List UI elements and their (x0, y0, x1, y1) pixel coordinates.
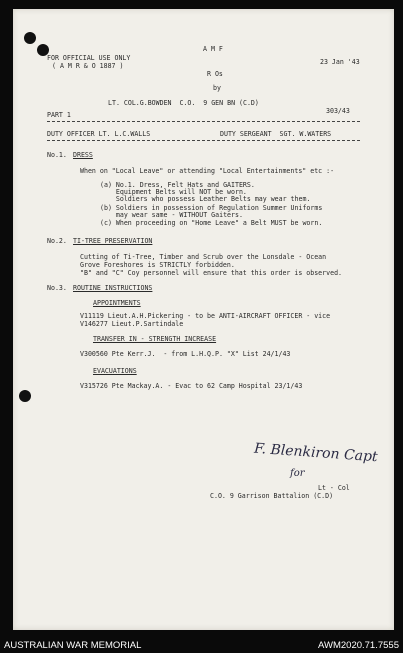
section-line: (b) Soldiers in possession of Regulation Summer Uniforms (100, 204, 323, 212)
section-line: Cutting of Ti-Tree, Timber and Scrub over the Lonsdale - Ocean (80, 253, 327, 261)
header-amf: A M F (203, 45, 223, 53)
section-line: "B" and "C" Coy personnel will ensure that this order is observed. (80, 269, 343, 277)
section-heading: TI-TREE PRESERVATION (73, 237, 153, 245)
signatory-unit: C.O. 9 Garrison Battalion (C.D) (210, 492, 334, 500)
date: 23 Jan '43 (320, 58, 360, 66)
section-line: (a) No.1. Dress, Felt Hats and GAITERS. (100, 181, 255, 189)
section-line: V11119 Lieut.A.H.Pickering - to be ANTI-AIRCRAFT OFFICER - vice (80, 312, 331, 320)
section-heading: ROUTINE INSTRUCTIONS (73, 284, 153, 292)
section-line: V300560 Pte Kerr.J. - from L.H.Q.P. "X" List 24/1/43 (80, 350, 291, 358)
section-number: No.3. (47, 284, 67, 292)
by-label: by (213, 84, 221, 92)
handwritten-signature: F. Blenkiron Capt (253, 440, 379, 466)
section-line: V146277 Lieut.P.Sartindale (80, 320, 184, 328)
section-line: V315726 Pte Mackay.A. - Evac to 62 Camp Hospital 23/1/43 (80, 382, 303, 390)
subsection-heading: APPOINTMENTS (93, 299, 141, 307)
duty-officer: DUTY OFFICER LT. L.C.WALLS (47, 130, 151, 138)
routine-orders-label: R Os (207, 70, 223, 78)
footer-institution: AUSTRALIAN WAR MEMORIAL (4, 640, 142, 651)
part-label: PART 1 (47, 111, 71, 119)
section-line: When on "Local Leave" or attending "Local Entertainments" etc :- (80, 167, 335, 175)
section-line: (c) When proceeding on "Home Leave" a Belt MUST be worn. (100, 219, 323, 227)
punch-hole (24, 32, 36, 44)
signature-for: for (290, 468, 305, 479)
subsection-heading: EVACUATIONS (93, 367, 137, 375)
signatory-rank: Lt - Col (318, 484, 350, 492)
classification: FOR OFFICIAL USE ONLY (47, 54, 131, 62)
section-heading: DRESS (73, 151, 93, 159)
section-number: No.2. (47, 237, 67, 245)
punch-hole (19, 390, 31, 402)
subsection-heading: TRANSFER IN - STRENGTH INCREASE (93, 335, 217, 343)
section-line: Equipment Belts will NOT be worn. (100, 188, 247, 196)
footer-accession-number: AWM2020.71.7555 (318, 640, 399, 651)
order-number: 303/43 (326, 107, 350, 115)
divider (47, 121, 360, 122)
issuing-officer: LT. COL.G.BOWDEN C.O. 9 GEN BN (C.D) (108, 99, 259, 107)
section-line: may wear same - WITHOUT Gaiters. (100, 211, 243, 219)
section-number: No.1. (47, 151, 67, 159)
divider (47, 140, 360, 141)
duty-sergeant: DUTY SERGEANT SGT. W.WATERS (220, 130, 332, 138)
section-line: Grove Foreshores is STRICTLY forbidden. (80, 261, 235, 269)
reference: ( A M R & O 1887 ) (52, 62, 124, 70)
section-line: Soldiers who possess Leather Belts may wear them. (100, 195, 311, 203)
